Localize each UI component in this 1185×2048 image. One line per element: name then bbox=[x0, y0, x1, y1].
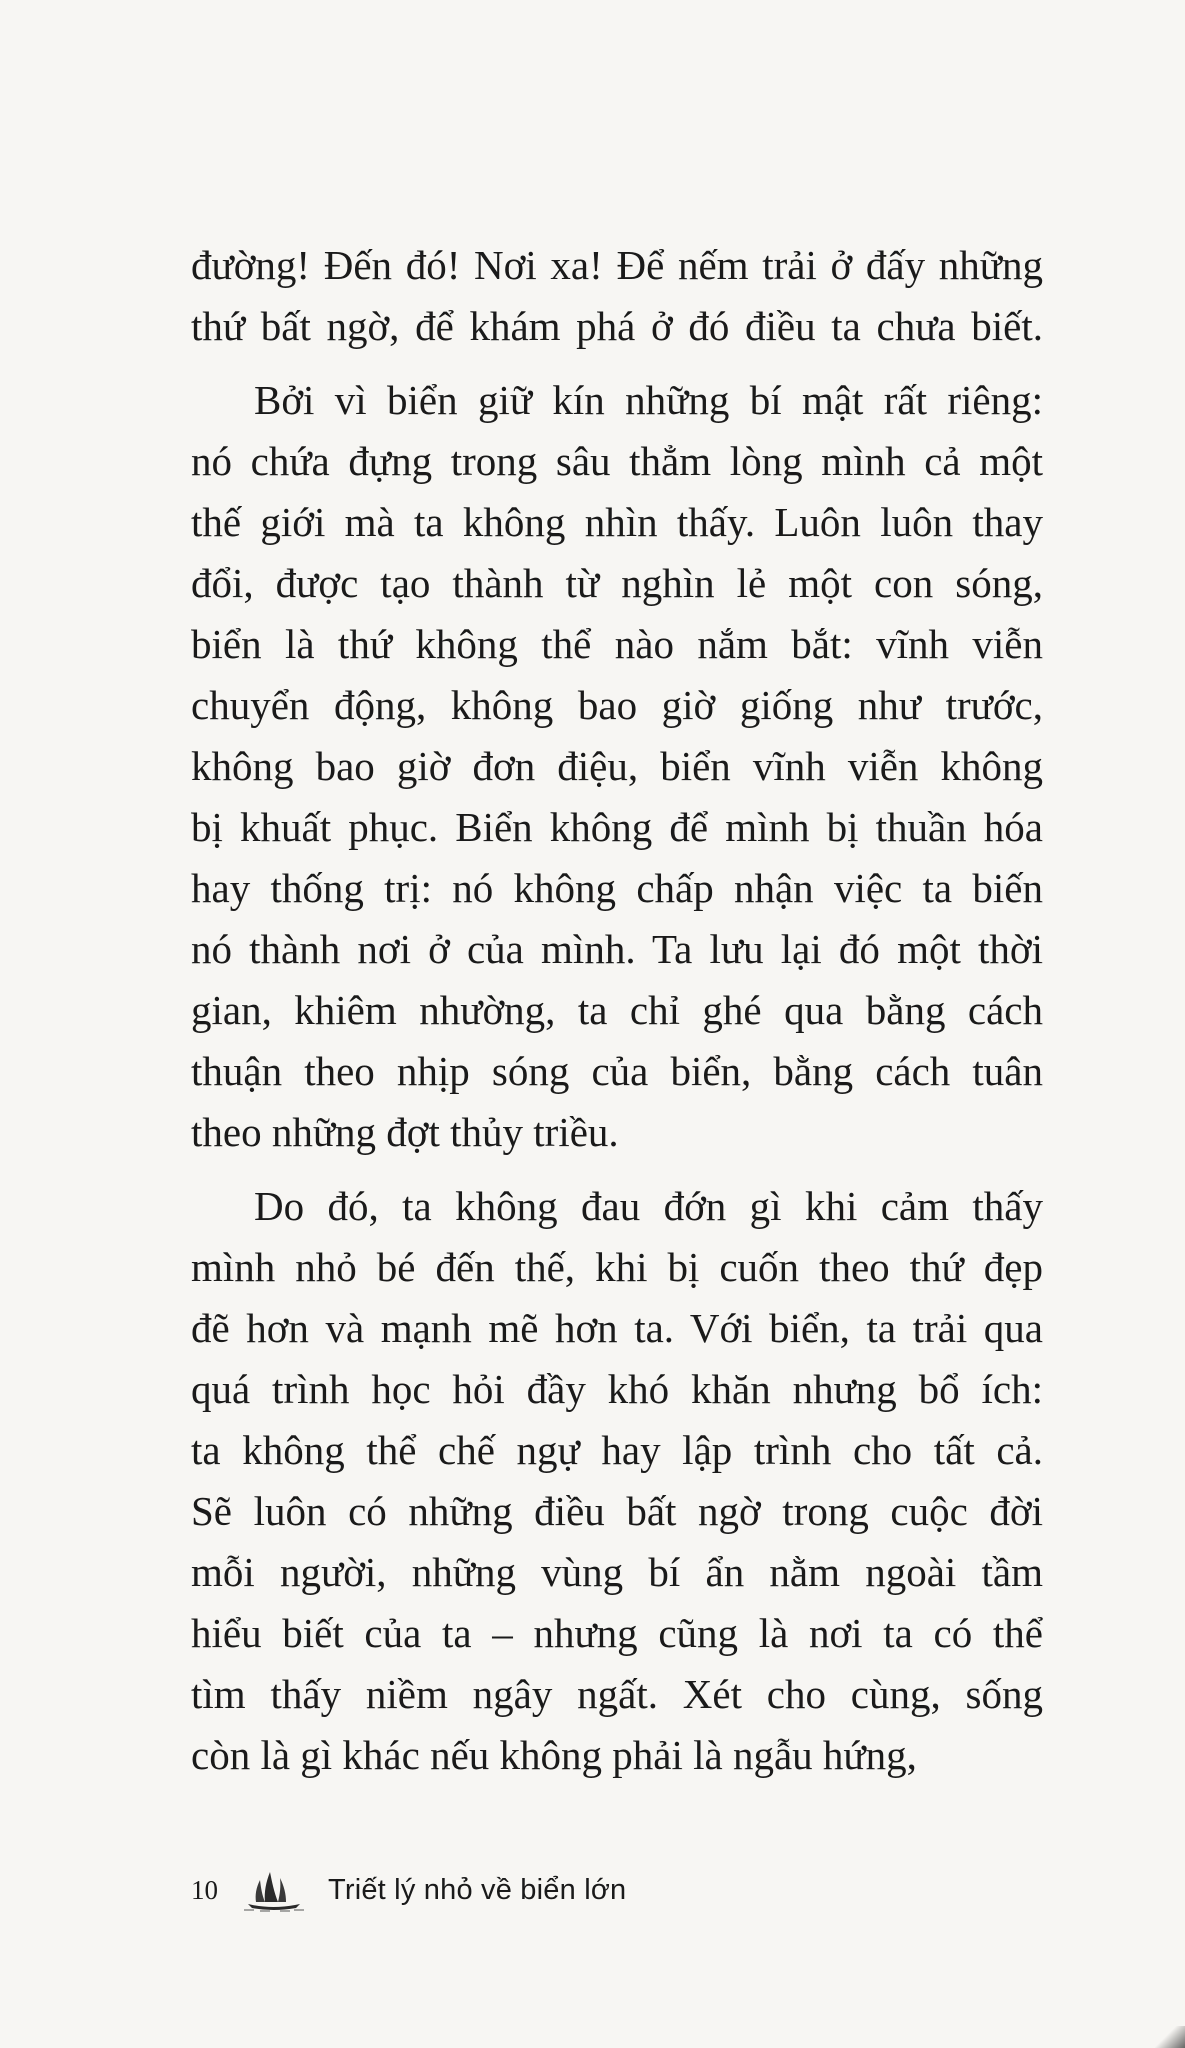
text-line: Bởi vì biển giữ kín những bí mật rất riêng: bbox=[254, 377, 1043, 423]
paragraph bbox=[191, 1176, 1043, 1786]
text-line: nó thành nơi ở của mình. Ta lưu lại đó một thời bbox=[191, 926, 1043, 972]
text-line: còn là gì khác nếu không phải là ngẫu hứng, bbox=[191, 1732, 917, 1778]
text-line: ta không thể chế ngự hay lập trình cho tất cả. bbox=[191, 1427, 1043, 1473]
text-line: không bao giờ đơn điệu, biển vĩnh viễn không bbox=[191, 743, 1043, 789]
text-line: hay thống trị: nó không chấp nhận việc ta biến bbox=[191, 865, 1043, 911]
text-line: theo những đợt thủy triều. bbox=[191, 1109, 619, 1155]
sailboat-logo-icon bbox=[240, 1868, 306, 1912]
text-line: mỗi người, những vùng bí ẩn nằm ngoài tầm bbox=[191, 1549, 1043, 1595]
text-line: hiểu biết của ta – nhưng cũng là nơi ta có thể bbox=[191, 1610, 1043, 1656]
text-line: thuận theo nhịp sóng của biển, bằng cách tuân bbox=[191, 1048, 1043, 1094]
page-number: 10 bbox=[191, 1874, 218, 1905]
text-line: đổi, được tạo thành từ nghìn lẻ một con sóng, bbox=[191, 560, 1043, 606]
text-line: Do đó, ta không đau đớn gì khi cảm thấy bbox=[254, 1183, 1043, 1229]
text-line: bị khuất phục. Biển không để mình bị thuần hóa bbox=[191, 804, 1043, 850]
book-title: Triết lý nhỏ về biển lớn bbox=[328, 1873, 627, 1906]
text-line: biển là thứ không thể nào nắm bắt: vĩnh viễn bbox=[191, 621, 1043, 667]
paragraph bbox=[191, 235, 1043, 357]
text-line: gian, khiêm nhường, ta chỉ ghé qua bằng cách bbox=[191, 987, 1043, 1033]
text-line: mình nhỏ bé đến thế, khi bị cuốn theo thứ đẹp bbox=[191, 1244, 1043, 1290]
text-line: nó chứa đựng trong sâu thẳm lòng mình cả một bbox=[191, 438, 1043, 484]
text-line: thứ bất ngờ, để khám phá ở đó điều ta chưa biết. bbox=[191, 303, 1043, 349]
text-line: Sẽ luôn có những điều bất ngờ trong cuộc đời bbox=[191, 1488, 1043, 1534]
text-line: tìm thấy niềm ngây ngất. Xét cho cùng, sống bbox=[191, 1671, 1043, 1717]
text-line: quá trình học hỏi đầy khó khăn nhưng bổ ích: bbox=[191, 1366, 1043, 1412]
page-corner-shadow bbox=[1155, 2026, 1185, 2048]
text-line: đường! Đến đó! Nơi xa! Để nếm trải ở đấy những bbox=[191, 242, 1043, 288]
text-line: chuyển động, không bao giờ giống như trước, bbox=[191, 682, 1043, 728]
body-text bbox=[191, 235, 1043, 1799]
text-line: thế giới mà ta không nhìn thấy. Luôn luôn thay bbox=[191, 499, 1043, 545]
page-footer bbox=[191, 1868, 626, 1912]
text-line: đẽ hơn và mạnh mẽ hơn ta. Với biển, ta trải qua bbox=[191, 1305, 1043, 1351]
paragraph bbox=[191, 370, 1043, 1163]
